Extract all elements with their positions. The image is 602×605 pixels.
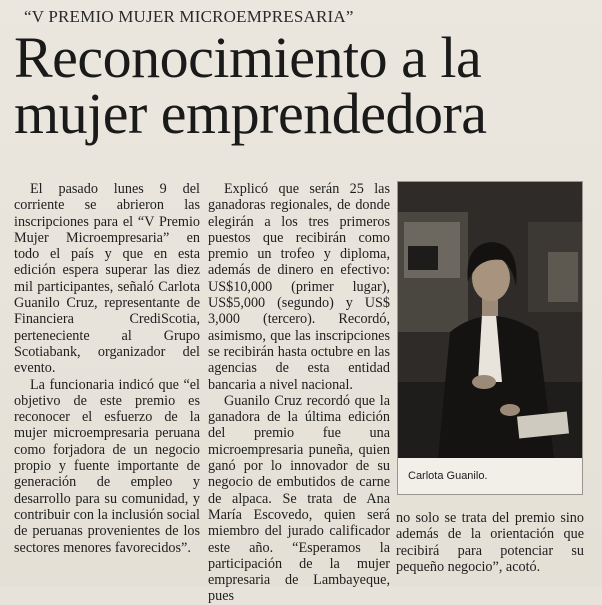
portrait-illustration [398,182,582,458]
article-column-1 [14,181,200,556]
paragraph: Guanilo Cruz recordó que la ganadora de la última edición del premio fue una microempresaria puneña, quien ganó por lo innovador de su negocio de embutidos de carne de alpaca. Se trata de Ana María Escovedo, quien será miembro del jurado calificador este año. “Esperamos la participación de la mujer empresaria de Lambayeque, pues [208,392,390,605]
article-column-2 [208,181,390,605]
paragraph: El pasado lunes 9 del corriente se abrieron las inscripciones para el “V Premio Mujer Microempresaria” en todo el país y que en esta edición espera superar las diez mil participantes, señaló Carlota Guanilo Cruz, representante de Financiera CrediScotia, perteneciente al Grupo Scotiabank, organizador del evento. [14,181,200,377]
paragraph: no solo se trata del premio sino además de la orientación que recibirá para potenciar su pequeño negocio”, acotó. [396,510,584,575]
portrait-photo [398,182,582,458]
paragraph: Explicó que serán 25 las ganadoras regionales, de donde elegirán a los tres primeros puestos que recibirán como premio un trofeo y diploma, además de dinero en efectivo: US$10,000 (primer lugar), US$5,000 (segundo) y US$ 3,000 (tercero). Recordó, asimismo, que las inscripciones se recibirán hasta octubre en las agencias de esta entidad bancaria a nivel nacional. [208,181,390,393]
paragraph: La funcionaria indicó que “el objetivo de este premio es reconocer el esfuerzo de la mujer microempresaria peruana como forjadora de un negocio propio y fuente importante de generación de empleo y desarrollo para su comunidad, y contribuir con la inclusión social de peruanas provenientes de los sectores menores favorecidos”. [14,376,200,556]
article-headline [14,25,594,146]
photo-caption: Carlota Guanilo. [408,470,488,482]
headline-line-1: Reconocimiento a la [14,25,482,90]
article-kicker: “V PREMIO MUJER MICROEMPRESARIA” [24,7,354,26]
article-column-3 [396,510,584,575]
article-photo [397,181,583,495]
headline-line-2: mujer emprendedora [14,81,487,146]
